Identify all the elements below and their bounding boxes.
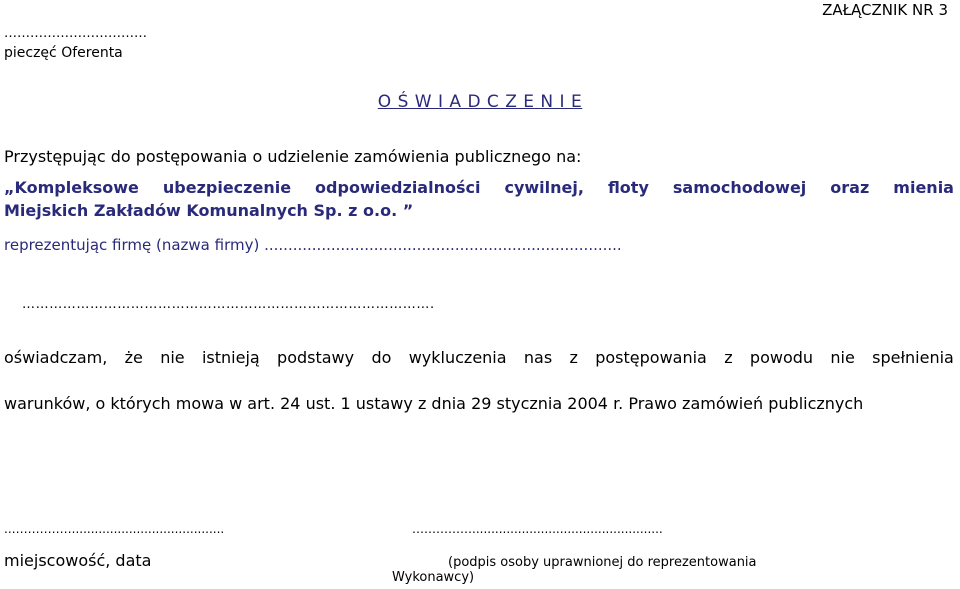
procurement-subject — [4, 176, 954, 222]
representing-company-field: reprezentując firmę (nazwa firmy) ........................................................................... — [4, 236, 622, 254]
subject-word: mienia — [893, 178, 954, 197]
stamp-label: pieczęć Oferenta — [4, 45, 123, 61]
intro-text: Przystępując do postępowania o udzielenie zamówienia publicznego na: — [4, 147, 582, 166]
subject-word: samochodowej — [672, 178, 807, 197]
declaration-word: z — [569, 348, 578, 367]
subject-word: „Kompleksowe — [4, 178, 139, 197]
declaration-word: że — [124, 348, 143, 367]
declaration-word: powodu — [749, 348, 814, 367]
place-date-label: miejscowość, data — [4, 551, 152, 570]
place-date-dotted-line: ..……………........................................ — [4, 522, 225, 536]
declaration-word: wykluczenia — [408, 348, 507, 367]
subject-word: oraz — [830, 178, 870, 197]
declaration-word: nie — [830, 348, 855, 367]
declaration-word: nas — [523, 348, 553, 367]
subject-line-1 — [4, 176, 954, 199]
document-title: O Ś W I A D C Z E N I E — [377, 92, 583, 112]
declaration-word: z — [724, 348, 733, 367]
declaration-word: nie — [160, 348, 185, 367]
subject-word: floty — [607, 178, 649, 197]
declaration-word: oświadczam, — [4, 348, 108, 367]
signature-label-line-1: (podpis osoby uprawnionej do reprezentowania — [448, 555, 757, 570]
subject-word: ubezpieczenie — [162, 178, 292, 197]
declaration-line-2: warunków, o których mowa w art. 24 ust. 1 ustawy z dnia 29 stycznia 2004 r. Prawo zamówień publicznych — [4, 394, 864, 413]
declaration-word: spełnienia — [872, 348, 954, 367]
declaration-word: podstawy — [277, 348, 355, 367]
company-name-dotted-line: ………………………………………………………………………………. — [22, 297, 435, 312]
declaration-word: postępowania — [595, 348, 707, 367]
subject-word: odpowiedzialności — [315, 178, 481, 197]
annex-label: ZAŁĄCZNIK NR 3 — [822, 1, 948, 19]
stamp-dotted-line: …………………………… — [4, 26, 147, 41]
declaration-line-1 — [4, 348, 954, 367]
subject-line-2: Miejskich Zakładów Komunalnych Sp. z o.o. ” — [4, 201, 414, 220]
signature-dotted-line: …………….................................................. — [412, 522, 663, 536]
subject-word: cywilnej, — [504, 178, 584, 197]
declaration-word: istnieją — [201, 348, 260, 367]
signature-label-line-2: Wykonawcy) — [392, 570, 475, 585]
declaration-word: do — [371, 348, 392, 367]
